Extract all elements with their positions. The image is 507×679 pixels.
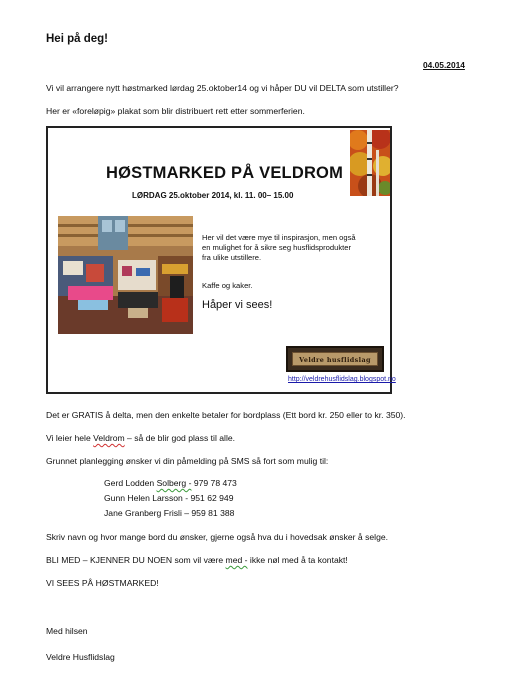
poster bbox=[46, 126, 396, 394]
intro-paragraph: Vi vil arrangere nytt høstmarked lørdag 25.oktober14 og vi håper DU vil DELTA som utstiller? bbox=[46, 83, 399, 93]
contact-phone: 979 78 473 bbox=[191, 478, 237, 488]
poster-body-line: fra ulike utstillere. bbox=[202, 253, 262, 262]
veldrom-word: Veldrom bbox=[93, 433, 125, 443]
logo-text: Veldre husflidslag bbox=[299, 356, 371, 364]
autumn-birch-photo bbox=[350, 130, 390, 196]
poster-subtitle: LØRDAG 25.oktober 2014, kl. 11. 00– 15.00 bbox=[132, 191, 294, 200]
market-photo bbox=[58, 216, 193, 334]
blimed-paragraph bbox=[46, 555, 348, 565]
poster-kaffe: Kaffe og kaker. bbox=[202, 281, 253, 290]
contact-line: Jane Granberg Frisli – 959 81 388 bbox=[104, 508, 235, 518]
poster-url-link[interactable]: http://veldrehusflidslag.blogspot.no bbox=[288, 376, 396, 383]
blimed-before: BLI MED – KJENNER DU NOEN som vil være bbox=[46, 555, 226, 565]
skriv-paragraph: Skriv navn og hvor mange bord du ønsker, gjerne også hva du i hovedsak ønsker å selge. bbox=[46, 532, 389, 542]
poster-hope: Håper vi sees! bbox=[202, 299, 273, 311]
poster-body bbox=[202, 233, 356, 263]
veldrom-after: – så de blir god plass til alle. bbox=[124, 433, 236, 443]
letter-date: 04.05.2014 bbox=[423, 60, 465, 70]
veldrom-before: Vi leier hele bbox=[46, 433, 94, 443]
gratis-paragraph: Det er GRATIS å delta, men den enkelte betaler for bordplass (Ett bord kr. 250 eller to kr. 350). bbox=[46, 410, 406, 420]
poster-body-line: Her vil det være mye til inspirasjon, men også bbox=[202, 233, 356, 242]
blimed-after: ikke nøl med å ta kontakt! bbox=[247, 555, 348, 565]
planning-paragraph: Grunnet planlegging ønsker vi din påmelding på SMS så fort som mulig til: bbox=[46, 456, 329, 466]
contact-line bbox=[104, 478, 237, 488]
contact-line: Gunn Helen Larsson - 951 62 949 bbox=[104, 493, 234, 503]
husflidslag-logo bbox=[286, 346, 384, 372]
poster-title: HØSTMARKED PÅ VELDROM bbox=[106, 164, 344, 182]
veldrom-paragraph bbox=[46, 433, 235, 443]
contact-marked: Solberg - bbox=[156, 478, 192, 488]
signature: Veldre Husflidslag bbox=[46, 652, 115, 662]
plakat-paragraph: Her er «foreløpig» plakat som blir distribuert rett etter sommerferien. bbox=[46, 106, 305, 116]
poster-body-line: en mulighet for å sikre seg husflidsprodukter bbox=[202, 243, 351, 252]
blimed-marked: med - bbox=[225, 555, 248, 565]
greeting: Hei på deg! bbox=[46, 33, 108, 45]
sees-paragraph: VI SEES PÅ HØSTMARKED! bbox=[46, 578, 159, 588]
contact-name: Gerd Lodden bbox=[104, 478, 157, 488]
closing: Med hilsen bbox=[46, 626, 88, 636]
